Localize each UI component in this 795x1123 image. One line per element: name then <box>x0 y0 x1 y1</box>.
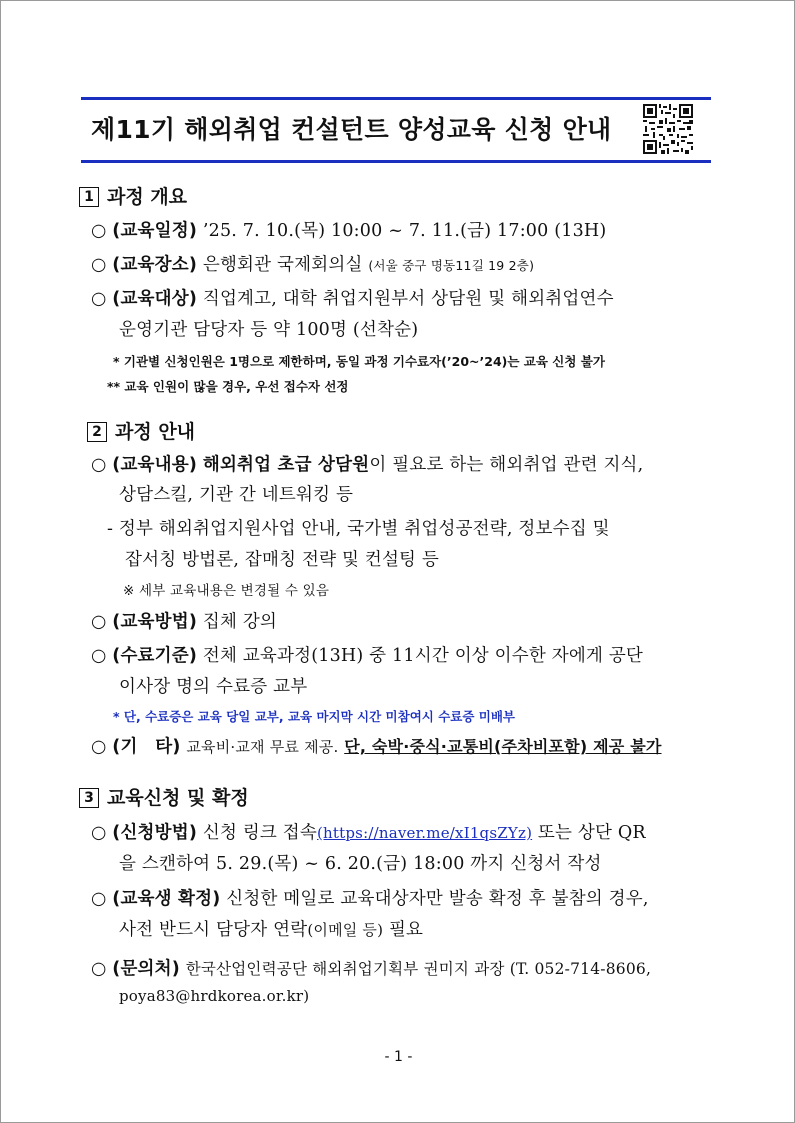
completion-note: * 단, 수료증은 교육 당일 교부, 교육 마지막 시간 미참여시 수료증 미배부 <box>113 709 516 724</box>
section-number: 3 <box>79 788 99 808</box>
bullet-circle-icon: ○ <box>91 959 107 979</box>
confirm-item <box>91 885 649 910</box>
confirm-value-text: 사전 반드시 담당자 연락 <box>119 920 308 940</box>
bullet-circle-icon: ○ <box>91 612 107 632</box>
bullet-circle-icon: ○ <box>91 455 107 475</box>
method-label: (교육방법) <box>112 612 198 632</box>
content-sub-1: - 정부 해외취업지원사업 안내, 국가별 취업성공전략, 정보수집 및 <box>107 519 610 539</box>
content-item <box>91 451 643 476</box>
qr-code-icon[interactable] <box>643 104 693 154</box>
content-highlight: 해외취업 초급 상담원 <box>202 455 370 475</box>
section-title: 과정 안내 <box>115 421 196 443</box>
method-item <box>91 608 277 633</box>
target-note-2: ** 교육 인원이 많을 경우, 우선 접수자 선정 <box>107 379 349 394</box>
target-item <box>91 285 614 310</box>
target-value-cont: 운영기관 담당자 등 약 100명 (선착순) <box>119 320 419 340</box>
schedule-value: ’25. 7. 10.(목) 10:00 ~ 7. 11.(금) 17:00 (13H) <box>202 221 607 241</box>
content-sub-2: 잡서칭 방법론, 잡매칭 전략 및 컨설팅 등 <box>125 550 440 570</box>
bullet-circle-icon: ○ <box>91 646 107 666</box>
completion-item <box>91 642 643 667</box>
bullet-circle-icon: ○ <box>91 289 107 309</box>
completion-label: (수료기준) <box>112 646 198 666</box>
apply-value-qr: 또는 상단 QR <box>537 823 646 843</box>
section-number: 1 <box>79 187 99 207</box>
content-value-cont: 상담스킬, 기관 간 네트워킹 등 <box>119 485 354 505</box>
content-value: 이 필요로 하는 해외취업 관련 지식, <box>369 455 644 475</box>
section-3-heading <box>79 783 249 810</box>
etc-label: (기 타) <box>112 737 181 757</box>
page-number: - 1 - <box>384 1049 413 1065</box>
place-value: 은행회관 국제회의실 <box>202 255 363 275</box>
confirm-value-end: 필요 <box>388 920 424 940</box>
target-note-1: * 기관별 신청인원은 1명으로 제한하며, 동일 과정 기수료자(’20~’24)는 교육 신청 불가 <box>113 354 605 369</box>
schedule-item <box>91 217 606 242</box>
bullet-circle-icon: ○ <box>91 737 107 757</box>
place-item <box>91 251 534 276</box>
bullet-circle-icon: ○ <box>91 255 107 275</box>
section-1-heading <box>79 182 187 209</box>
section-title: 과정 개요 <box>107 186 188 208</box>
section-number: 2 <box>87 422 107 442</box>
confirm-value: 신청한 메일로 교육대상자만 발송 확정 후 불참의 경우, <box>226 889 649 909</box>
schedule-label: (교육일정) <box>112 221 198 241</box>
contact-email[interactable]: poya83@hrdkorea.or.kr) <box>119 987 310 1005</box>
content-sub-note: ※ 세부 교육내용은 변경될 수 있음 <box>123 583 330 599</box>
apply-link[interactable]: (https://naver.me/xI1qsZYz) <box>317 824 533 842</box>
bullet-circle-icon: ○ <box>91 823 107 843</box>
completion-value: 전체 교육과정(13H) 중 11시간 이상 이수한 자에게 공단 <box>202 646 644 666</box>
etc-value: 교육비·교재 무료 제공. <box>186 738 339 756</box>
apply-label: (신청방법) <box>112 823 198 843</box>
section-title: 교육신청 및 확정 <box>107 787 249 809</box>
etc-item <box>91 733 662 758</box>
place-address: (서울 중구 명동11길 19 2층) <box>368 258 535 273</box>
confirm-value-cont <box>119 916 423 941</box>
content-label: (교육내용) <box>112 455 198 475</box>
contact-value: 한국산업인력공단 해외취업기획부 권미지 과장 (T. 052-714-8606, <box>185 960 652 978</box>
etc-restriction: 단, 숙박·중식·교통비(주차비포함) 제공 불가 <box>344 737 662 756</box>
confirm-value-paren: (이메일 등) <box>307 921 384 939</box>
bullet-circle-icon: ○ <box>91 889 107 909</box>
title-box <box>81 97 711 163</box>
contact-label: (문의처) <box>112 959 180 979</box>
section-2-heading <box>87 417 195 444</box>
target-value: 직업계고, 대학 취업지원부서 상담원 및 해외취업연수 <box>202 289 614 309</box>
confirm-label: (교육생 확정) <box>112 889 221 909</box>
apply-value-cont: 을 스캔하여 5. 29.(목) ~ 6. 20.(금) 18:00 까지 신청서 작성 <box>119 854 602 874</box>
bullet-circle-icon: ○ <box>91 221 107 241</box>
apply-item <box>91 819 646 844</box>
place-label: (교육장소) <box>112 255 198 275</box>
completion-value-cont: 이사장 명의 수료증 교부 <box>119 677 308 697</box>
page-title: 제11기 해외취업 컨설턴트 양성교육 신청 안내 <box>91 115 612 144</box>
apply-value: 신청 링크 접속 <box>202 823 317 843</box>
target-label: (교육대상) <box>112 289 198 309</box>
method-value: 집체 강의 <box>202 612 278 632</box>
contact-item <box>91 955 651 980</box>
